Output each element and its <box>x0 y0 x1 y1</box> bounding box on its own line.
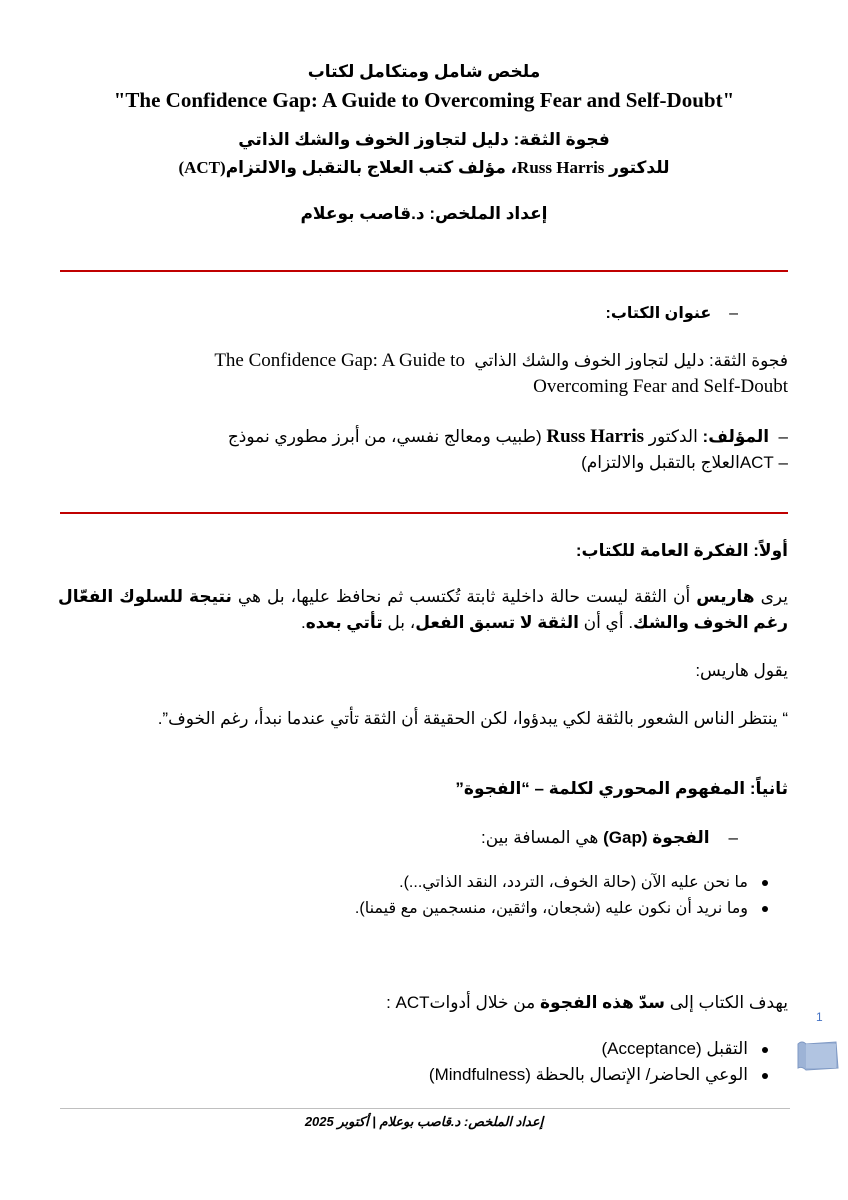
doc-prepared-by: إعداد الملخص: د.قاصب بوعلام <box>300 204 548 223</box>
bullet-icon <box>762 1047 768 1053</box>
gap-definition: – الفجوة (Gap) هي المسافة بين: <box>480 828 738 847</box>
section-1-paragraph: يرى هاريس أن الثقة ليست حالة داخلية ثابتة تُكتسب ثم نحافظ عليها، بل هي نتيجة للسلوك الفعّال رغم الخوف والشك. أي أن الثقة لا تسبق الفعل، بل تأتي بعده. <box>58 587 789 632</box>
bullet-icon <box>762 880 768 886</box>
bullet-item: وما نريد أن نكون عليه (شجعان، واثقين، منسجمين مع قيمنا). <box>68 898 768 920</box>
quote-intro: يقول هاريس: <box>695 661 788 680</box>
doc-author-line: للدكتور Russ Harris، مؤلف كتب العلاج بالتقبل والالتزام(ACT) <box>178 158 670 177</box>
page-corner-tab-icon <box>796 1038 840 1072</box>
page-footer: إعداد الملخص: د.قاصب بوعلام | أكتوبر 2025 <box>304 1114 544 1129</box>
red-divider-2 <box>60 512 788 514</box>
bullet-icon <box>762 1073 768 1079</box>
author-item: – المؤلف: الدكتور Russ Harris (طبيب ومعالج نفسي، من أبرز مطوري نموذج – ACTالعلاج بالتقبل والالتزام) <box>227 426 788 472</box>
doc-title-english: "The Confidence Gap: A Guide to Overcoming Fear and Self-Doubt" <box>113 88 735 112</box>
doc-title-arabic: فجوة الثقة: دليل لتجاوز الخوف والشك الذاتي <box>238 130 610 149</box>
harris-quote: “ ينتظر الناس الشعور بالثقة لكي يبدؤوا، لكن الحقيقة أن الثقة تأتي عندما نبدأ، رغم الخوف”. <box>157 709 788 728</box>
book-title-label: – عنوان الكتاب: <box>605 305 738 322</box>
red-divider-1 <box>60 270 788 272</box>
tool-item: التقبل (Acceptance) <box>68 1038 768 1060</box>
footer-divider <box>60 1108 790 1109</box>
section-2-heading: ثانياً: المفهوم المحوري لكلمة – “الفجوة” <box>455 779 788 798</box>
doc-supertitle: ملخص شامل ومتكامل لكتاب <box>307 62 541 81</box>
bullet-icon <box>762 906 768 912</box>
bullet-item: ما نحن عليه الآن (حالة الخوف، التردد، النقد الذاتي...). <box>68 872 768 894</box>
section-1-heading: أولاً: الفكرة العامة للكتاب: <box>575 541 788 560</box>
aim-paragraph: يهدف الكتاب إلى سدّ هذه الفجوة من خلال أدواتACT : <box>386 993 788 1012</box>
book-title-value: فجوة الثقة: دليل لتجاوز الخوف والشك الذاتي The Confidence Gap: A Guide to Overcoming Fear and Self-Doubt <box>214 350 788 397</box>
page-number: 1 <box>816 1010 823 1024</box>
tool-item: الوعي الحاضر/ الإتصال بالحظة (Mindfulness) <box>68 1064 768 1086</box>
